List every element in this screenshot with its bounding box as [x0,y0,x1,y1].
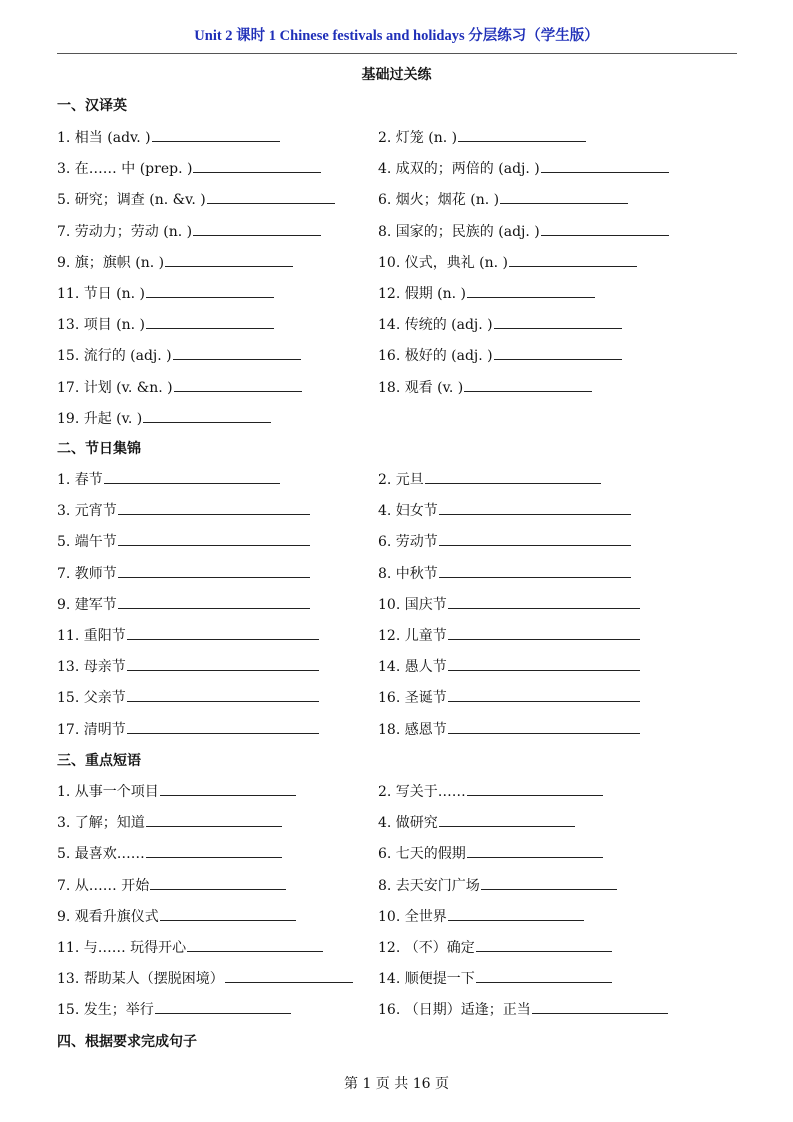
exercise-item [378,469,601,489]
answer-blank[interactable] [193,158,321,173]
item-prompt: 7. 劳动力；劳动 (n. ) [57,223,193,240]
exercise-item [378,221,669,241]
exercise-item [57,189,335,209]
answer-blank[interactable] [174,377,302,392]
item-prompt: 14. 传统的 (adj. ) [378,317,493,334]
exercise-item [57,812,282,832]
answer-blank[interactable] [160,781,296,796]
answer-blank[interactable] [127,656,319,671]
item-prompt: 13. 项目 (n. ) [57,317,146,334]
answer-blank[interactable] [494,345,622,360]
answer-blank[interactable] [481,875,617,890]
item-prompt: 5. 端午节 [57,534,117,551]
section-heading: 三、重点短语 [57,753,141,769]
exercise-item [378,843,603,863]
exercise-item [378,594,640,614]
item-prompt: 16. 圣诞节 [378,690,447,707]
section-heading: 一、汉译英 [57,98,127,114]
item-prompt: 4. 成双的；两倍的 (adj. ) [378,161,540,178]
item-prompt: 1. 从事一个项目 [57,784,159,800]
exercise-item [378,377,592,397]
item-prompt: 10. 国庆节 [378,596,447,613]
item-prompt: 4. 做研究 [378,815,438,832]
answer-blank[interactable] [155,999,291,1014]
item-prompt: 18. 观看 (v. ) [378,379,464,396]
exercise-item [378,127,586,147]
exercise-item [57,906,296,926]
answer-blank[interactable] [150,875,286,890]
item-prompt: 17. 计划 (v. &n. ) [57,379,173,396]
answer-blank[interactable] [448,656,640,671]
item-prompt: 11. 节日 (n. ) [57,286,146,302]
exercise-item [57,656,319,676]
exercise-item [57,719,319,739]
exercise-item [378,283,595,303]
item-prompt: 13. 母亲节 [57,659,126,676]
exercise-item [57,781,296,801]
exercise-item [57,625,319,645]
exercise-item [57,314,274,334]
item-prompt: 5. 研究；调查 (n. &v. ) [57,192,206,209]
exercise-item [378,531,631,551]
exercise-item [378,314,622,334]
item-prompt: 3. 在…… 中 (prep. ) [57,161,193,178]
item-prompt: 9. 建军节 [57,596,117,613]
exercise-item [378,625,640,645]
item-prompt: 12. 儿童节 [378,628,447,644]
item-prompt: 2. 元旦 [378,472,424,488]
answer-blank[interactable] [193,221,321,236]
answer-blank[interactable] [439,563,631,578]
item-prompt: 9. 观看升旗仪式 [57,908,159,925]
exercise-item [378,875,617,895]
answer-blank[interactable] [143,408,271,423]
item-prompt: 10. 仪式，典礼 (n. ) [378,254,509,271]
answer-blank[interactable] [467,283,595,298]
page-subtitle: 基础过关练 [361,67,432,83]
item-prompt: 1. 春节 [57,472,103,488]
item-prompt: 8. 中秋节 [378,565,438,582]
exercise-item [57,500,310,520]
answer-blank[interactable] [494,314,622,329]
item-prompt: 3. 了解；知道 [57,815,145,832]
item-prompt: 10. 全世界 [378,908,447,925]
item-prompt: 1. 相当 (adv. ) [57,130,151,146]
item-prompt: 6. 七天的假期 [378,846,466,863]
exercise-item [57,408,271,428]
answer-blank[interactable] [541,221,669,236]
section-heading: 四、根据要求完成句子 [57,1034,197,1050]
answer-blank[interactable] [118,594,310,609]
item-prompt: 15. 父亲节 [57,690,126,707]
answer-blank[interactable] [541,158,669,173]
exercise-item [57,283,274,303]
item-prompt: 9. 旗；旗帜 (n. ) [57,254,165,271]
exercise-item [378,345,622,365]
answer-blank[interactable] [152,127,280,142]
answer-blank[interactable] [448,625,640,640]
answer-blank[interactable] [532,999,668,1014]
answer-blank[interactable] [464,377,592,392]
exercise-item [378,500,631,520]
answer-blank[interactable] [146,812,282,827]
exercise-item [57,999,291,1019]
exercise-item [57,563,310,583]
item-prompt: 7. 教师节 [57,565,117,582]
item-prompt: 2. 写关于…… [378,784,466,800]
exercise-item [57,594,310,614]
exercise-item [378,812,575,832]
item-prompt: 6. 烟火；烟花 (n. ) [378,192,500,209]
answer-blank[interactable] [127,719,319,734]
answer-blank[interactable] [476,968,612,983]
answer-blank[interactable] [448,719,640,734]
answer-blank[interactable] [448,687,640,702]
item-prompt: 8. 去天安门广场 [378,877,480,894]
item-prompt: 5. 最喜欢…… [57,846,145,863]
answer-blank[interactable] [476,937,612,952]
header-divider [57,53,737,54]
answer-blank[interactable] [448,594,640,609]
exercise-item [57,252,293,272]
item-prompt: 12. 假期 (n. ) [378,286,467,302]
item-prompt: 8. 国家的；民族的 (adj. ) [378,223,540,240]
exercise-item [57,843,282,863]
answer-blank[interactable] [225,968,353,983]
answer-blank[interactable] [146,283,274,298]
answer-blank[interactable] [173,345,301,360]
exercise-item [57,687,319,707]
exercise-item [378,781,603,801]
answer-blank[interactable] [104,469,280,484]
exercise-item [378,906,584,926]
answer-blank[interactable] [207,189,335,204]
answer-blank[interactable] [160,906,296,921]
item-prompt: 7. 从…… 开始 [57,877,150,894]
answer-blank[interactable] [118,563,310,578]
page-footer: 第 1 页 共 16 页 [344,1076,449,1092]
item-prompt: 14. 愚人节 [378,659,447,676]
exercise-item [378,563,631,583]
exercise-item [57,937,323,957]
item-prompt: 13. 帮助某人（摆脱困境） [57,971,224,988]
item-prompt: 19. 升起 (v. ) [57,410,143,427]
item-prompt: 18. 感恩节 [378,721,447,738]
exercise-item [378,937,612,957]
exercise-item [57,127,280,147]
answer-blank[interactable] [458,127,586,142]
item-prompt: 11. 重阳节 [57,628,126,644]
exercise-item [57,377,302,397]
answer-blank[interactable] [118,531,310,546]
exercise-item [57,469,280,489]
answer-blank[interactable] [439,812,575,827]
item-prompt: 15. 发生；举行 [57,1002,154,1019]
item-prompt: 4. 妇女节 [378,503,438,520]
exercise-item [378,158,669,178]
section-heading: 二、节日集锦 [57,441,141,457]
item-prompt: 16. （日期）适逢；正当 [378,1002,531,1019]
item-prompt: 15. 流行的 (adj. ) [57,348,172,365]
answer-blank[interactable] [127,625,319,640]
answer-blank[interactable] [187,937,323,952]
item-prompt: 12. （不）确定 [378,940,475,956]
exercise-item [57,531,310,551]
exercise-item [378,189,628,209]
item-prompt: 17. 清明节 [57,721,126,738]
item-prompt: 16. 极好的 (adj. ) [378,348,493,365]
answer-blank[interactable] [500,189,628,204]
answer-blank[interactable] [127,687,319,702]
answer-blank[interactable] [439,500,631,515]
exercise-item [378,968,612,988]
answer-blank[interactable] [165,252,293,267]
item-prompt: 14. 顺便提一下 [378,971,475,988]
answer-blank[interactable] [146,843,282,858]
document-header: Unit 2 课时 1 Chinese festivals and holidays 分层练习（学生版） [194,28,599,44]
answer-blank[interactable] [467,843,603,858]
answer-blank[interactable] [467,781,603,796]
exercise-item [57,345,301,365]
exercise-item [57,221,321,241]
answer-blank[interactable] [509,252,637,267]
answer-blank[interactable] [448,906,584,921]
exercise-item [57,875,286,895]
answer-blank[interactable] [118,500,310,515]
item-prompt: 6. 劳动节 [378,534,438,551]
answer-blank[interactable] [146,314,274,329]
item-prompt: 3. 元宵节 [57,503,117,520]
answer-blank[interactable] [439,531,631,546]
exercise-item [378,687,640,707]
exercise-item [57,158,321,178]
item-prompt: 2. 灯笼 (n. ) [378,130,458,146]
exercise-item [57,968,353,988]
answer-blank[interactable] [425,469,601,484]
item-prompt: 11. 与…… 玩得开心 [57,940,187,956]
exercise-item [378,656,640,676]
exercise-item [378,719,640,739]
exercise-item [378,252,637,272]
exercise-item [378,999,668,1019]
